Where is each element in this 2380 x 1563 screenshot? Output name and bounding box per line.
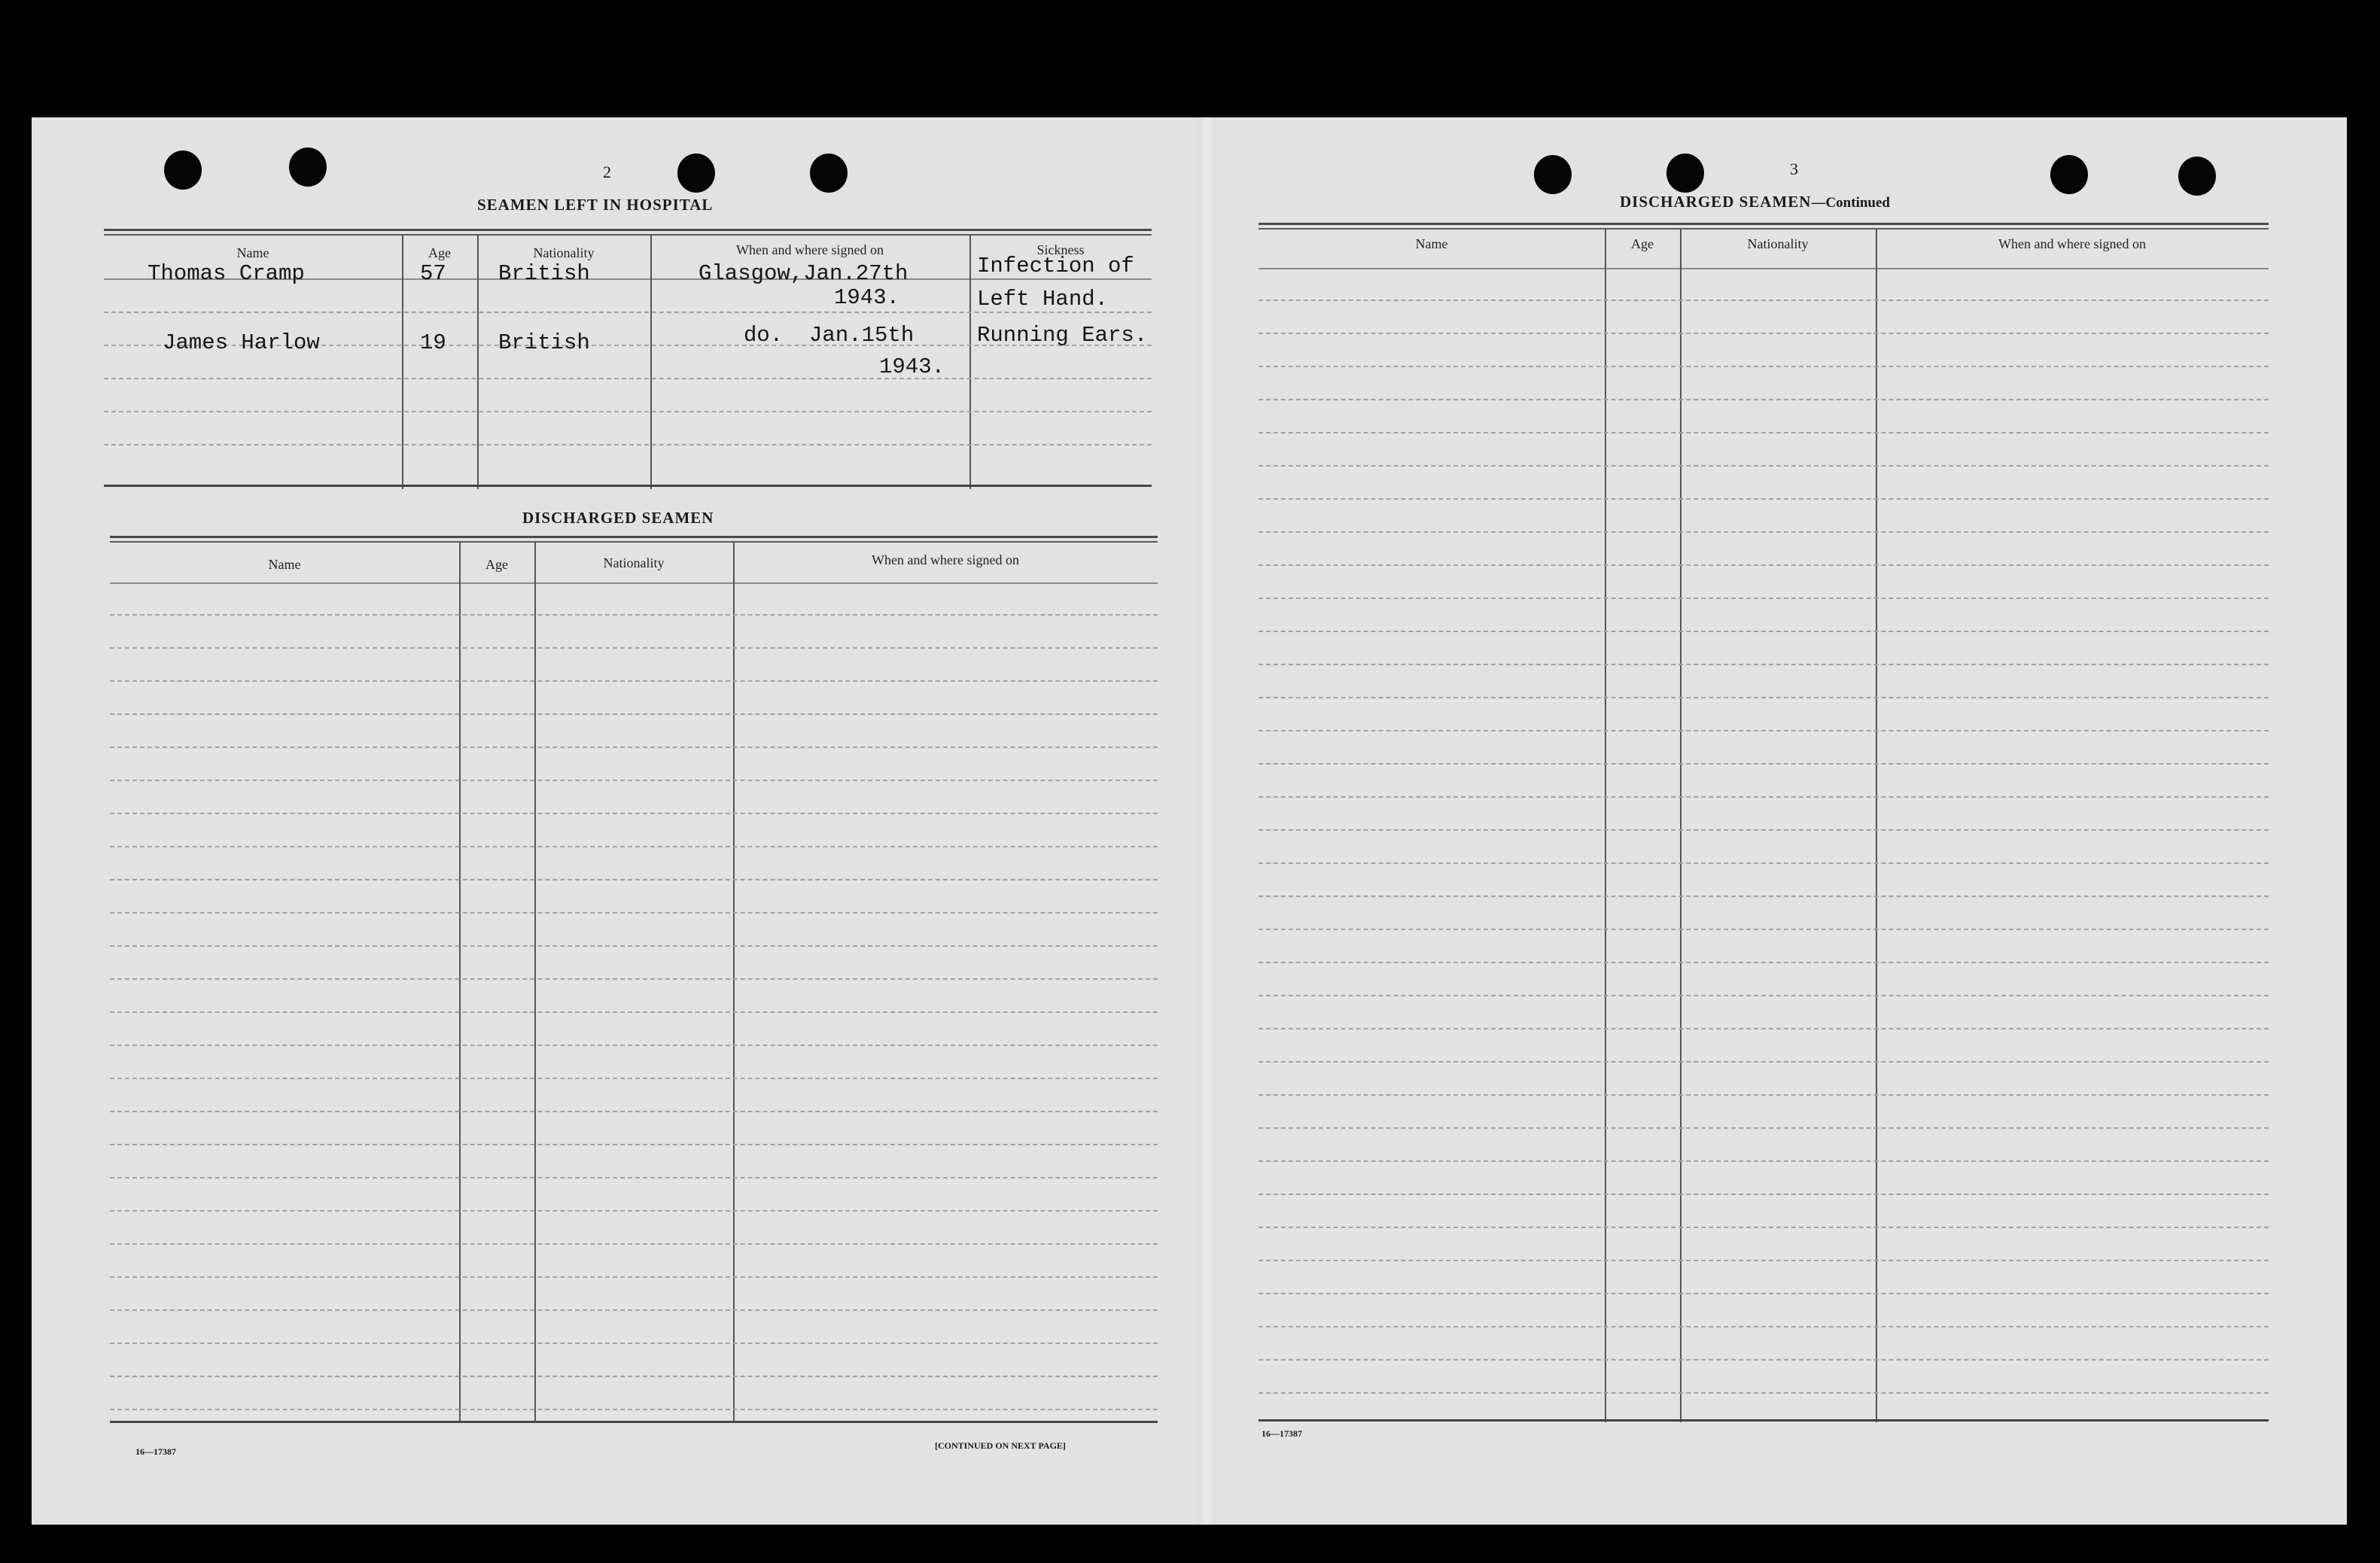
column-divider [733, 542, 735, 1422]
table-top-rule [110, 536, 1158, 543]
col-header-signed-on: When and where signed on [872, 552, 1019, 567]
table-bottom-rule [104, 485, 1152, 487]
row1-name: Thomas Cramp [148, 261, 305, 286]
column-divider [1680, 229, 1682, 1422]
row-rule [1258, 1392, 2269, 1394]
row-rule [1258, 1326, 2269, 1327]
form-number: 16—17387 [135, 1446, 176, 1457]
row-rule [104, 378, 1152, 379]
row-rule [110, 1376, 1158, 1377]
row-rule [110, 747, 1158, 748]
row-rule [110, 780, 1158, 781]
table-bottom-rule [110, 1421, 1158, 1423]
column-divider [477, 235, 479, 489]
col-header-age: Age [1631, 236, 1654, 251]
row-rule [110, 713, 1158, 715]
header-rule [1258, 268, 2269, 269]
form-number: 16—17387 [1262, 1428, 1302, 1439]
row-rule [110, 1210, 1158, 1212]
row-rule [1258, 366, 2269, 367]
row-rule [1258, 399, 2269, 400]
row-rule [1258, 796, 2269, 798]
discharged-section-title: DISCHARGED SEAMEN [522, 509, 714, 527]
row-rule [1258, 1028, 2269, 1029]
header-rule [110, 582, 1158, 584]
page-number: 3 [1790, 160, 1798, 178]
col-header-nationality: Nationality [533, 245, 595, 260]
hospital-table [104, 229, 1152, 492]
column-divider [402, 235, 403, 489]
row-rule [110, 1144, 1158, 1145]
row-rule [110, 978, 1158, 980]
row-rule [110, 945, 1158, 947]
row-rule [1258, 432, 2269, 433]
row-rule [110, 1343, 1158, 1344]
row-rule [104, 411, 1152, 412]
col-header-age: Age [428, 245, 451, 260]
row1-age: 57 [420, 261, 446, 286]
row-rule [1258, 763, 2269, 765]
row1-sickness-cont: Left Hand. [977, 287, 1109, 312]
discharged-table [110, 536, 1158, 1556]
column-divider [969, 235, 971, 489]
row-rule [1258, 631, 2269, 632]
section-title-text: DISCHARGED SEAMEN [1620, 193, 1812, 211]
row-rule [110, 1409, 1158, 1410]
row-rule [1258, 564, 2269, 566]
row-rule [1258, 664, 2269, 665]
row-rule [110, 846, 1158, 847]
row-rule [1258, 1293, 2269, 1294]
table-bottom-rule [1258, 1419, 2269, 1422]
row-rule [1258, 1227, 2269, 1228]
row-rule [1258, 896, 2269, 897]
col-header-sickness: Sickness [1036, 242, 1085, 257]
row2-age: 19 [420, 330, 446, 355]
row2-nationality: British [498, 330, 590, 355]
column-divider [1605, 229, 1606, 1422]
row-rule [110, 1011, 1158, 1013]
row-rule [1258, 498, 2269, 500]
row-rule [110, 1045, 1158, 1046]
column-divider [650, 235, 652, 489]
column-divider [534, 542, 536, 1422]
row-rule [1258, 829, 2269, 831]
column-divider [1876, 229, 1877, 1422]
col-header-age: Age [485, 557, 508, 572]
col-header-nationality: Nationality [1747, 236, 1809, 251]
row-rule [110, 1111, 1158, 1112]
table-top-rule [104, 229, 1152, 236]
row2-signed-on: do. Jan.15th [744, 323, 915, 348]
col-header-signed-on: When and where signed on [736, 242, 884, 257]
table-top-rule [1258, 223, 2269, 230]
row-rule [1258, 929, 2269, 930]
row2-name: James Harlow [163, 330, 320, 355]
row2-signed-on-year: 1943. [879, 354, 945, 379]
row1-sickness: Infection of [977, 254, 1134, 278]
row-rule [110, 680, 1158, 682]
col-header-name: Name [236, 245, 269, 260]
row-rule [1258, 465, 2269, 467]
col-header-signed-on: When and where signed on [1998, 236, 2146, 251]
row-rule [104, 444, 1152, 445]
row2-sickness: Running Ears. [977, 323, 1148, 348]
row-rule [1258, 1194, 2269, 1195]
row-rule [1258, 862, 2269, 864]
row-rule [110, 1177, 1158, 1178]
row-rule [110, 879, 1158, 880]
page-fold [1197, 117, 1216, 1525]
row1-signed-on: Glasgow,Jan.27th [698, 261, 908, 286]
row-rule [1258, 995, 2269, 996]
row-rule [110, 1243, 1158, 1245]
row-rule [1258, 1061, 2269, 1063]
continued-suffix: —Continued [1811, 195, 1890, 211]
discharged-continued-title [1620, 193, 1890, 211]
col-header-nationality: Nationality [603, 555, 665, 570]
row-rule [1258, 1260, 2269, 1261]
manifest-sheet [32, 117, 2347, 1525]
row-rule [110, 647, 1158, 649]
row-rule [1258, 1127, 2269, 1129]
left-page [32, 117, 1197, 1525]
hospital-section-title: SEAMEN LEFT IN HOSPITAL [477, 196, 714, 214]
column-divider [459, 542, 461, 1422]
col-header-name: Name [268, 557, 301, 572]
row-rule [1258, 1160, 2269, 1162]
row-rule [1258, 962, 2269, 963]
continued-note: [CONTINUED ON NEXT PAGE] [935, 1440, 1066, 1451]
row-rule [110, 813, 1158, 814]
discharged-table-continued [1258, 223, 2269, 1434]
row-rule [110, 912, 1158, 914]
row-rule [1258, 300, 2269, 301]
row1-signed-on-year: 1943. [834, 285, 900, 310]
row-rule [1258, 1094, 2269, 1096]
row-rule [1258, 697, 2269, 698]
row-rule [1258, 598, 2269, 599]
right-page [1216, 117, 2347, 1525]
row-rule [110, 1309, 1158, 1311]
row1-nationality: British [498, 261, 590, 286]
row-rule [1258, 730, 2269, 731]
page-number: 2 [603, 163, 611, 181]
row-rule [1258, 333, 2269, 334]
col-header-name: Name [1415, 236, 1448, 251]
row-rule [1258, 1359, 2269, 1361]
row-rule [110, 1078, 1158, 1079]
row-rule [1258, 531, 2269, 533]
row-rule [110, 1276, 1158, 1278]
row-rule [110, 614, 1158, 616]
